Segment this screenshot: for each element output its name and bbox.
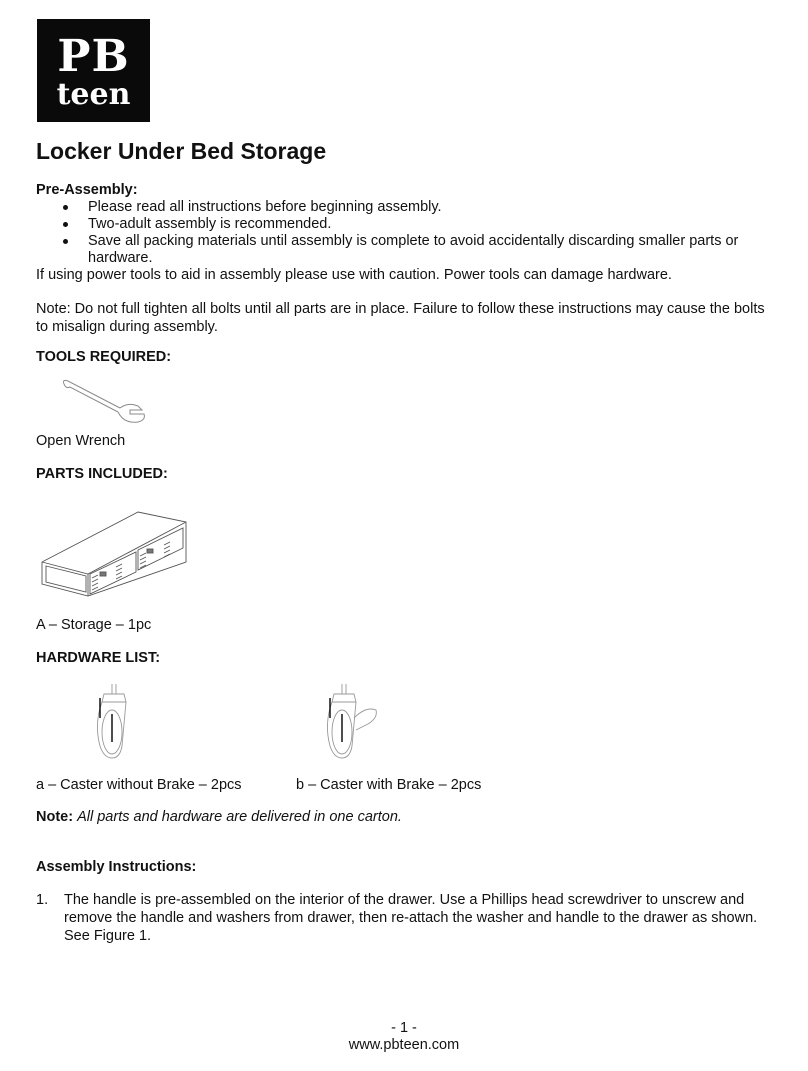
pre-assembly-heading: Pre-Assembly: [36, 182, 138, 198]
page-number: - 1 - [391, 1020, 417, 1036]
pre-assembly-bullet: Two-adult assembly is recommended. [36, 216, 756, 233]
assembly-step-number: 1. [36, 892, 49, 908]
caster-with-brake-icon [318, 684, 380, 760]
footer-website: www.pbteen.com [348, 1037, 460, 1053]
pbteen-logo [37, 19, 150, 122]
hardware-heading: HARDWARE LIST: [36, 650, 161, 666]
parts-heading: PARTS INCLUDED: [36, 466, 168, 482]
power-tools-warning: If using power tools to aid in assembly please use with caution. Power tools can damage hardware. [36, 267, 672, 283]
pre-assembly-bullet: Save all packing materials until assembly is complete to avoid accidentally discarding smaller parts or hardware. [36, 233, 756, 267]
assembly-heading: Assembly Instructions: [36, 859, 197, 875]
tools-heading: TOOLS REQUIRED: [36, 349, 172, 365]
pre-assembly-bullet: Please read all instructions before beginning assembly. [36, 199, 756, 216]
carton-note-text: All parts and hardware are delivered in one carton. [77, 809, 402, 825]
pre-assembly-list [36, 199, 756, 267]
hardware-item-a-label: a – Caster without Brake – 2pcs [36, 777, 242, 793]
logo-line-2: teen [56, 77, 131, 112]
logo-line-1: PB [57, 31, 130, 82]
storage-locker-icon [40, 504, 190, 598]
hardware-item-b-label: b – Caster with Brake – 2pcs [296, 777, 482, 793]
bolt-note: Note: Do not full tighten all bolts until all parts are in place. Failure to follow these instructions may cause the bolts to misalign during assembly. [36, 301, 765, 335]
open-wrench-icon [58, 378, 158, 424]
parts-item-label: A – Storage – 1pc [36, 617, 152, 633]
carton-note-label: Note: [36, 809, 74, 825]
assembly-step-text: The handle is pre-assembled on the interior of the drawer. Use a Phillips head screwdriver to unscrew and remove the handle and washers from drawer, then re-attach the washer and handle to the drawer as shown. See Figure 1. [64, 892, 758, 944]
carton-note [36, 808, 402, 826]
page-title: Locker Under Bed Storage [36, 138, 327, 164]
tools-item-label: Open Wrench [36, 433, 126, 449]
caster-icon [90, 684, 134, 760]
assembly-step [36, 891, 776, 945]
